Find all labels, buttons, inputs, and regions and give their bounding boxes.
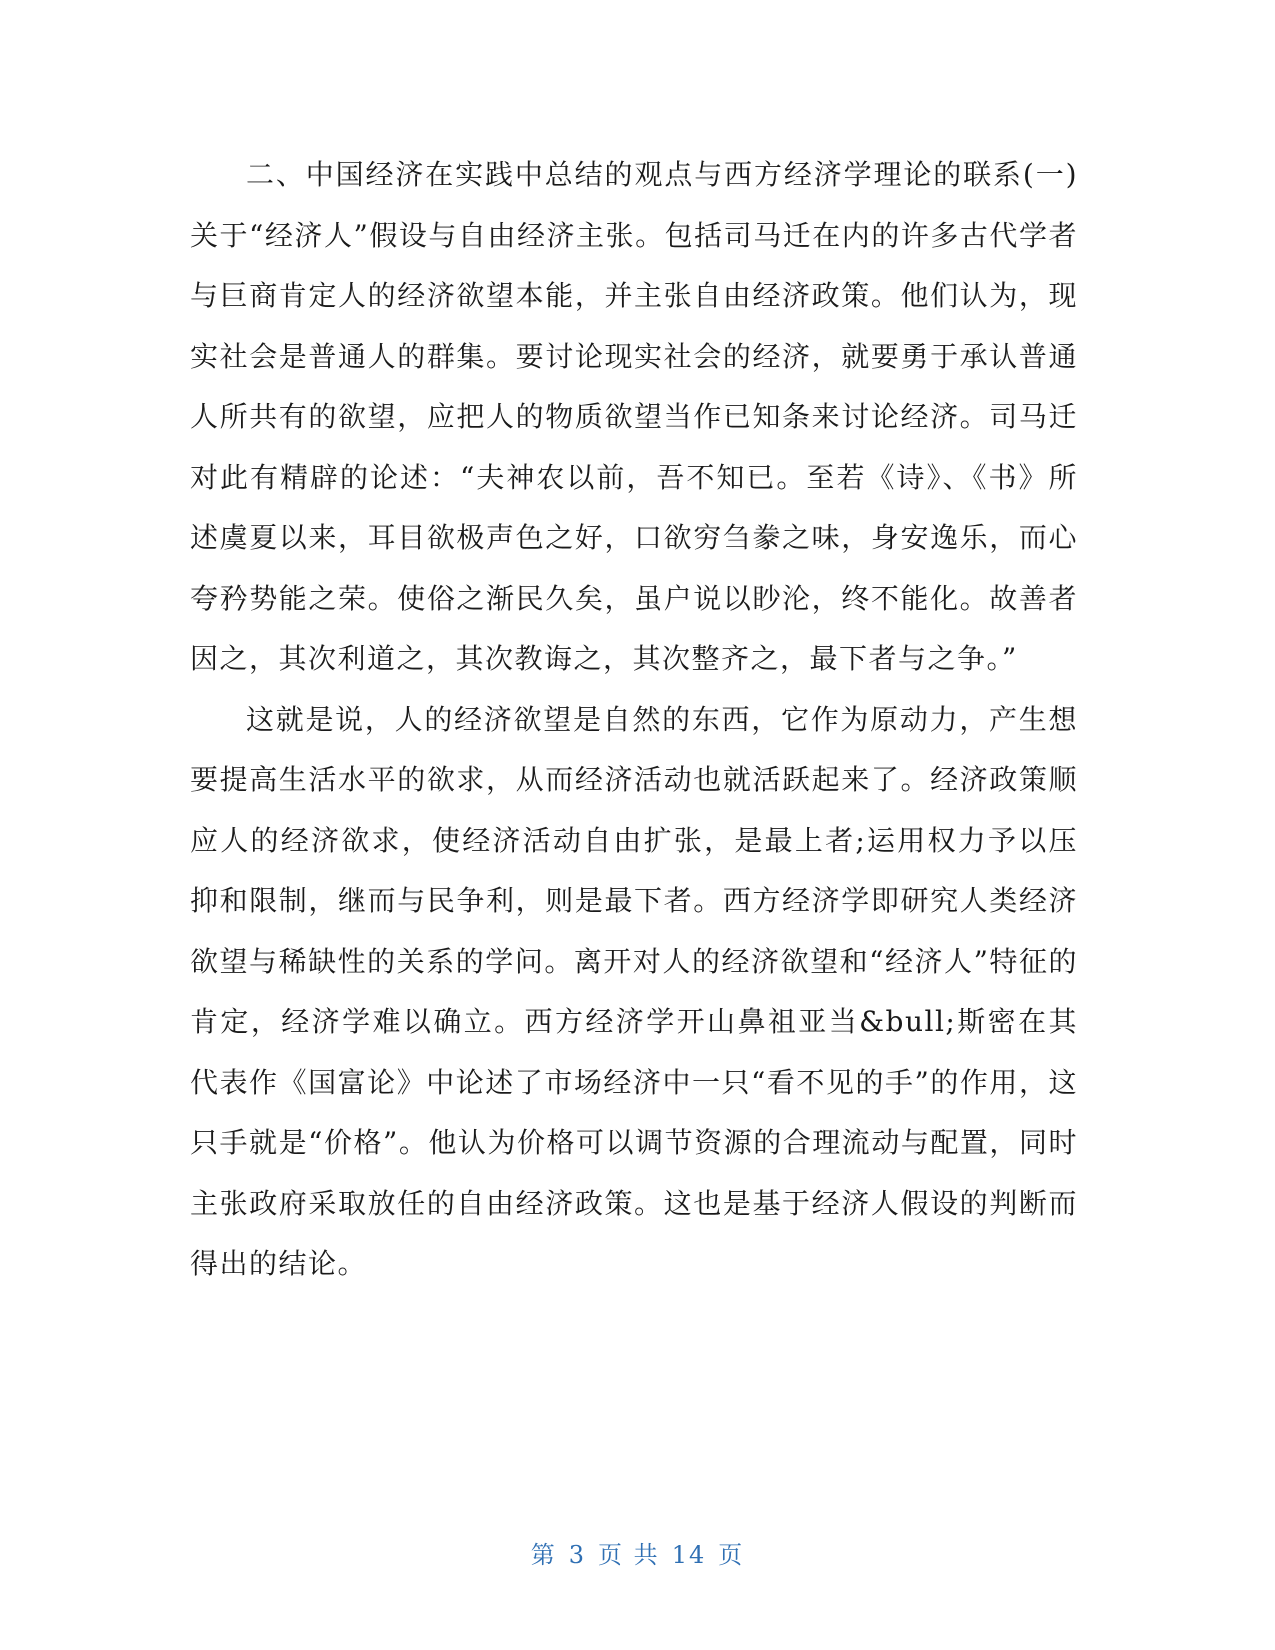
footer-middle: 页 共 <box>598 1541 660 1569</box>
page-footer <box>0 1535 1275 1570</box>
paragraph-2: 这就是说，人的经济欲望是自然的东西，它作为原动力，产生想要提高生活水平的欲求，从而经济活动也就活跃起来了。经济政策顺应人的经济欲求，使经济活动自由扩张，是最上者;运用权力予以压抑和限制，继而与民争利，则是最下者。西方经济学即研究人类经济欲望与稀缺性的关系的学问。离开对人的经济欲望和“经济人”特征的肯定，经济学难以确立。西方经济学开山鼻祖亚当&bull;斯密在其代表作《国富论》中论述了市场经济中一只“看不见的手”的作用，这只手就是“价格”。他认为价格可以调节资源的合理流动与配置，同时主张政府采取放任的自由经济政策。这也是基于经济人假设的判断而得出的结论。 <box>190 702 1078 1280</box>
footer-suffix: 页 <box>718 1541 745 1569</box>
total-page-number: 14 <box>671 1541 707 1569</box>
paragraph-1: 二、中国经济在实践中总结的观点与西方经济学理论的联系(一)关于“经济人”假设与自由经济主张。包括司马迁在内的许多古代学者与巨商肯定人的经济欲望本能，并主张自由经济政策。他们认为，现实社会是普通人的群集。要讨论现实社会的经济，就要勇于承认普通人所共有的欲望，应把人的物质欲望当作已知条来讨论经济。司马迁对此有精辟的论述：“夫神农以前，吾不知已。至若《诗》、《书》所述虞夏以来，耳目欲极声色之好，口欲穷刍豢之味，身安逸乐，而心夸矜势能之荣。使俗之渐民久矣，虽户说以眇沦，终不能化。故善者因之，其次利道之，其次教诲之，其次整齐之，最下者与之争。” <box>190 158 1078 675</box>
current-page-number: 3 <box>568 1541 587 1569</box>
footer-prefix: 第 <box>530 1541 557 1569</box>
document-body <box>190 145 1078 1295</box>
